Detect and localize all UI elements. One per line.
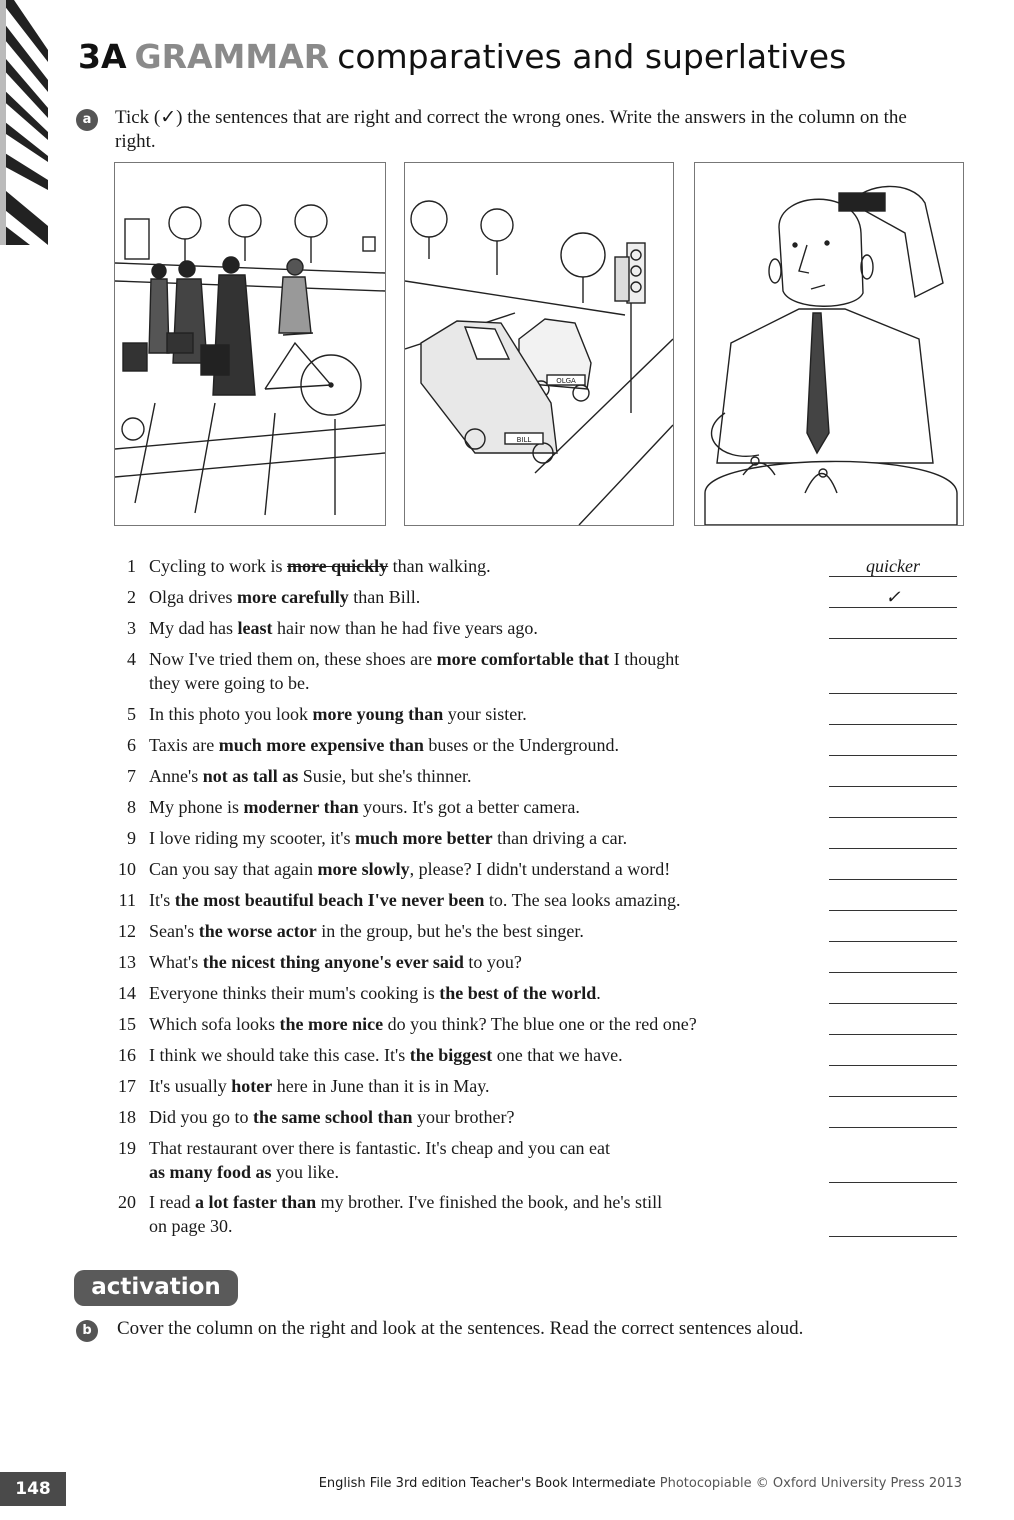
answer-line[interactable]: [829, 1045, 957, 1066]
question-text: My dad has least hair now than he had five years ago.: [149, 618, 538, 638]
question-text: Taxis are much more expensive than buses or the Underground.: [149, 735, 620, 755]
page-title: [78, 36, 846, 78]
question-number: 11: [118, 890, 136, 910]
question-text: Can you say that again more slowly, please? I didn't understand a word!: [149, 859, 671, 879]
lesson-category: GRAMMAR: [134, 37, 330, 76]
question-number: 14: [118, 983, 136, 1003]
lesson-subtitle: comparatives and superlatives: [337, 37, 847, 76]
question-text: I think we should take this case. It's the biggest one that we have.: [149, 1045, 623, 1065]
question-text: That restaurant over there is fantastic. It's cheap and you can eat as many food as you like.: [149, 1138, 611, 1182]
question-text: Which sofa looks the more nice do you think? The blue one or the red one?: [149, 1014, 697, 1034]
question-number: 17: [118, 1076, 136, 1096]
question-text: Did you go to the same school than your brother?: [149, 1107, 515, 1127]
question-number: 3: [127, 618, 136, 638]
question-number: 16: [118, 1045, 136, 1065]
answer-line[interactable]: ✓: [829, 587, 957, 608]
illustration-man-combing-hair: [694, 162, 964, 526]
answer-line[interactable]: [829, 890, 957, 911]
answer-line[interactable]: [829, 1216, 957, 1237]
footer-copyright: Photocopiable © Oxford University Press 2013: [659, 1476, 962, 1491]
footer-credit: [319, 1475, 962, 1493]
question-text: I read a lot faster than my brother. I've finished the book, and he's still on page 30.: [149, 1192, 663, 1236]
question-text: I love riding my scooter, it's much more better than driving a car.: [149, 828, 628, 848]
question-number: 9: [127, 828, 136, 848]
answer-line[interactable]: [829, 766, 957, 787]
exercise-a-badge: a: [76, 109, 98, 131]
question-text: Everyone thinks their mum's cooking is the best of the world.: [149, 983, 601, 1003]
answer-line[interactable]: [829, 1014, 957, 1035]
page-number: 148: [0, 1472, 66, 1506]
illustration-cars-traffic-lights: [404, 162, 674, 526]
question-number: 10: [118, 859, 136, 879]
exercise-b-badge: b: [76, 1320, 98, 1342]
question-text: Anne's not as tall as Susie, but she's thinner.: [149, 766, 472, 786]
question-number: 7: [127, 766, 136, 786]
answer-line[interactable]: [829, 921, 957, 942]
question-number: 19: [118, 1138, 136, 1158]
question-number: 4: [127, 649, 136, 669]
illustration-commuters-cyclist: [114, 162, 386, 526]
answer-line[interactable]: [829, 797, 957, 818]
question-number: 5: [127, 704, 136, 724]
answer-line[interactable]: [829, 735, 957, 756]
question-number: 8: [127, 797, 136, 817]
question-text: It's the most beautiful beach I've never been to. The sea looks amazing.: [149, 890, 681, 910]
decorative-stripes: [0, 0, 48, 245]
question-text: My phone is moderner than yours. It's got a better camera.: [149, 797, 580, 817]
footer-book-title: English File 3rd edition Teacher's Book Intermediate: [318, 1476, 656, 1491]
question-number: 2: [127, 587, 136, 607]
question-text: Olga drives more carefully than Bill.: [149, 587, 421, 607]
answer-line[interactable]: [829, 828, 957, 849]
answer-line[interactable]: quicker: [829, 556, 957, 577]
question-text: What's the nicest thing anyone's ever said to you?: [149, 952, 522, 972]
question-number: 12: [118, 921, 136, 941]
exercise-b-instruction: Cover the column on the right and look at the sentences. Read the correct sentences aloud.: [117, 1318, 804, 1339]
question-text: In this photo you look more young than your sister.: [149, 704, 527, 724]
answer-line[interactable]: [829, 1107, 957, 1128]
lesson-code: 3A: [78, 37, 127, 76]
plate-olga: OLGA: [556, 377, 576, 385]
answer-line[interactable]: [829, 1162, 957, 1183]
question-text: Now I've tried them on, these shoes are more comfortable that I thought they were going to be.: [149, 649, 680, 693]
question-number: 1: [127, 556, 136, 576]
answer-line[interactable]: [829, 618, 957, 639]
question-number: 13: [118, 952, 136, 972]
answer-line[interactable]: [829, 673, 957, 694]
question-text: It's usually hoter here in June than it is in May.: [149, 1076, 490, 1096]
answer-line[interactable]: [829, 1076, 957, 1097]
question-number: 18: [118, 1107, 136, 1127]
question-text: Cycling to work is more quickly than walking.: [149, 556, 491, 576]
question-number: 15: [118, 1014, 136, 1034]
activation-label: activation: [74, 1270, 238, 1306]
answer-line[interactable]: [829, 859, 957, 880]
plate-bill: BILL: [516, 436, 532, 444]
exercise-a-instruction: Tick (✓) the sentences that are right and correct the wrong ones. Write the answers in the column on the right.: [115, 107, 907, 152]
question-text: Sean's the worse actor in the group, but he's the best singer.: [149, 921, 584, 941]
answer-line[interactable]: [829, 983, 957, 1004]
question-number: 20: [118, 1192, 136, 1212]
question-number: 6: [127, 735, 136, 755]
answer-line[interactable]: [829, 704, 957, 725]
answer-line[interactable]: [829, 952, 957, 973]
